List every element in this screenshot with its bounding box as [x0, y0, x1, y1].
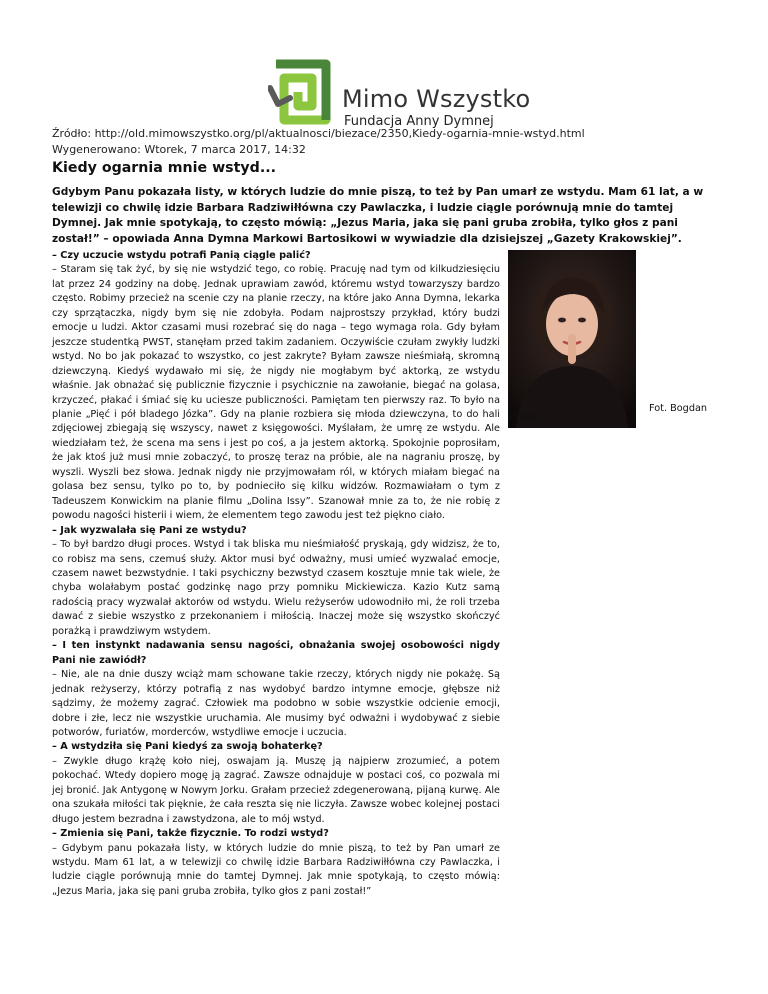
- question-3: – I ten instynkt nadawania sensu nagości, obnażania swojej osobowości nigdy Pani nie zawiódł?: [52, 640, 500, 666]
- document-meta: [52, 126, 585, 158]
- article-photo: [508, 250, 636, 428]
- generated-line: Wygenerowano: Wtorek, 7 marca 2017, 14:32: [52, 143, 306, 156]
- answer-4: – Zwykle długo krążę koło niej, oswajam ją. Muszę ją najpierw zrozumieć, a potem pokochać. Wtedy dopiero mogę ją zagrać. Zawsze odnajduje w postaci coś, co pozwala mi jej bronić. Jak Antygonę w Nowym Jorku. Grałam przecież zdegenerowaną, pijaną kurwę. Ale ona szukała miłości tak pięknie, że cała reszta się nie liczyła. Zawsze wobec kolejnej postaci długo jestem bezradna i zawstydzona, ale to mój wstyd.: [52, 755, 500, 825]
- article-body: [52, 249, 500, 899]
- answer-2: – To był bardzo długi proces. Wstyd i tak bliska mu nieśmiałość pryskają, gdy widzisz, że to, co robisz ma sens, czemuś służy. Aktor musi być odważny, musi umieć wyzwalać emocje, czasem nawet bezwstydnie. I taki psychiczny bezwstyd czasem kosztuje mnie tak wiele, że chyba wolałabym postać godzinkę nago przy pomniku Mickiewicza. Kazio Kutz samą radością pracy wyzwalał aktorów od wstydu. Wielu reżyserów udowodniło mi, że roli trzeba dawać z siebie wszystko z przekonaniem i miłością. Inaczej może się wszystko skończyć porażką i prawdziwym wstydem.: [52, 539, 500, 637]
- source-line: Źródło: http://old.mimowszystko.org/pl/aktualnosci/biezace/2350,Kiedy-ogarnia-mnie-wstyd.html: [52, 127, 585, 140]
- photo-caption-surname: Krężel: [509, 412, 540, 423]
- article-lead: Gdybym Panu pokazała listy, w których ludzie do mnie piszą, to też by Pan umarł ze wstydu. Mam 61 lat, a w telewizji co chwilę idzie Barbara Radziwiłłówna czy Pawlaczka, i ludzie ciągle porównują mnie do tamtej Dymnej. Jak mnie spotykają, to często mówią: „Jezus Maria, jaka się pani gruba zrobiła, tylko głos z pani został!” – opowiada Anna Dymna Markowi Bartosikowi w wywiadzie dla dzisiejszej „Gazety Krakowskiej”.: [52, 186, 704, 245]
- question-5: – Zmienia się Pani, także fizycznie. To rodzi wstyd?: [52, 828, 329, 840]
- article-title: Kiedy ogarnia mnie wstyd...: [52, 160, 276, 176]
- answer-5: – Gdybym panu pokazała listy, w których ludzie do mnie piszą, to też by Pan umarł ze wstydu. Mam 61 lat, a w telewizji co chwilę idzie Barbara Radziwiłłówna czy Pawlaczka, i ludzie ciągle porównują mnie do tamtej Dymnej. Jak mnie spotykają, to często mówią: „Jezus Maria, jaka się pani gruba zrobiła, tylko głos z pani został!”: [52, 842, 500, 897]
- photo-caption-credit: Fot. Bogdan: [649, 403, 708, 414]
- brand-title: Mimo Wszystko: [342, 85, 531, 113]
- portrait-image: [508, 250, 636, 428]
- answer-1: – Staram się tak żyć, by się nie wstydzić tego, co robię. Pracuję nad tym od kilkudziesięciu lat przez 24 godziny na dobę. Jednak uprawiam zawód, któremu wstyd towarzyszy bardzo często. Robimy przecież na scenie czy na planie rzeczy, na które jako Anna Dymna, lekarka czy sprzątaczka, nigdy bym się nie zdobyła. Podam najprostszy przykład, który budzi emocje u ludzi. Aktor czasami musi rozebrać się do naga – tego wymaga rola. Gdy byłam jeszcze studentką PWST, stanęłam przed takim zadaniem. Oczywiście czułam zwykły ludzki wstyd. No bo jak pokazać to wszystko, co jest zakryte? Byłam zawsze nieśmiałą, skromną dziewczyną. Kiedyś wydawało mi się, że nigdy nie mogłabym być aktorką, ze wstydu właśnie. Jak obnażać się publicznie fizycznie i psychicznie na zawołanie, biegać na golasa, krzyczeć, płakać i śmiać się ku uciesze publiczności. Pamiętam ten pierwszy raz. To było na planie „Pięć i pół bladego Józka”. Gdy na planie rozbiera się młoda dziewczyna, to do hali zdjęciowej zbiegają się wszyscy, nawet z księgowości. Myślałam, że umrę ze wstydu. Ale wiedziałam też, że scena ma sens i jest po coś, a ja jestem aktorką. Spokojnie poprosiłam, że jak ktoś już musi mnie zobaczyć, to proszę teraz na próbie, ale na nagraniu proszę, by wyszli. Wyszli bez słowa. Jednak nigdy nie przyjmowałam ról, w których miałam biegać na golasa bez sensu, tylko po to, by podnieciło się kilku widzów. Rozmawiałam o tym z Tadeuszem Konwickim na planie filmu „Dolina Issy”. Szanował mnie za to, że nie robię z powodu nagości histerii i wiem, że elementem tego zawodu jest też piękno ciało.: [52, 264, 500, 522]
- brand-subtitle: Fundacja Anny Dymnej: [344, 114, 494, 129]
- answer-3: – Nie, ale na dnie duszy wciąż mam schowane takie rzeczy, których nigdy nie pokażę. Są jednak reżyserzy, którzy potrafią z nas wydobyć bardzo intymne emocje, głębsze niż sądzimy, że możemy zagrać. Człowiek ma podobno w sobie wszystkie odcienie emocji, dobre i złe, lecz nie wszystkie uruchamia. Ale musimy być odważni i wydobywać z siebie potworów, furiatów, morderców, wstydliwe emocje i uczucia.: [52, 669, 500, 738]
- spiral-logo-icon: [268, 58, 332, 128]
- question-2: – Jak wyzwalała się Pani ze wstydu?: [52, 524, 247, 536]
- question-1: – Czy uczucie wstydu potrafi Panią ciągle palić?: [52, 250, 311, 261]
- question-4: – A wstydziła się Pani kiedyś za swoją bohaterkę?: [52, 741, 323, 753]
- foundation-logo: [268, 58, 531, 129]
